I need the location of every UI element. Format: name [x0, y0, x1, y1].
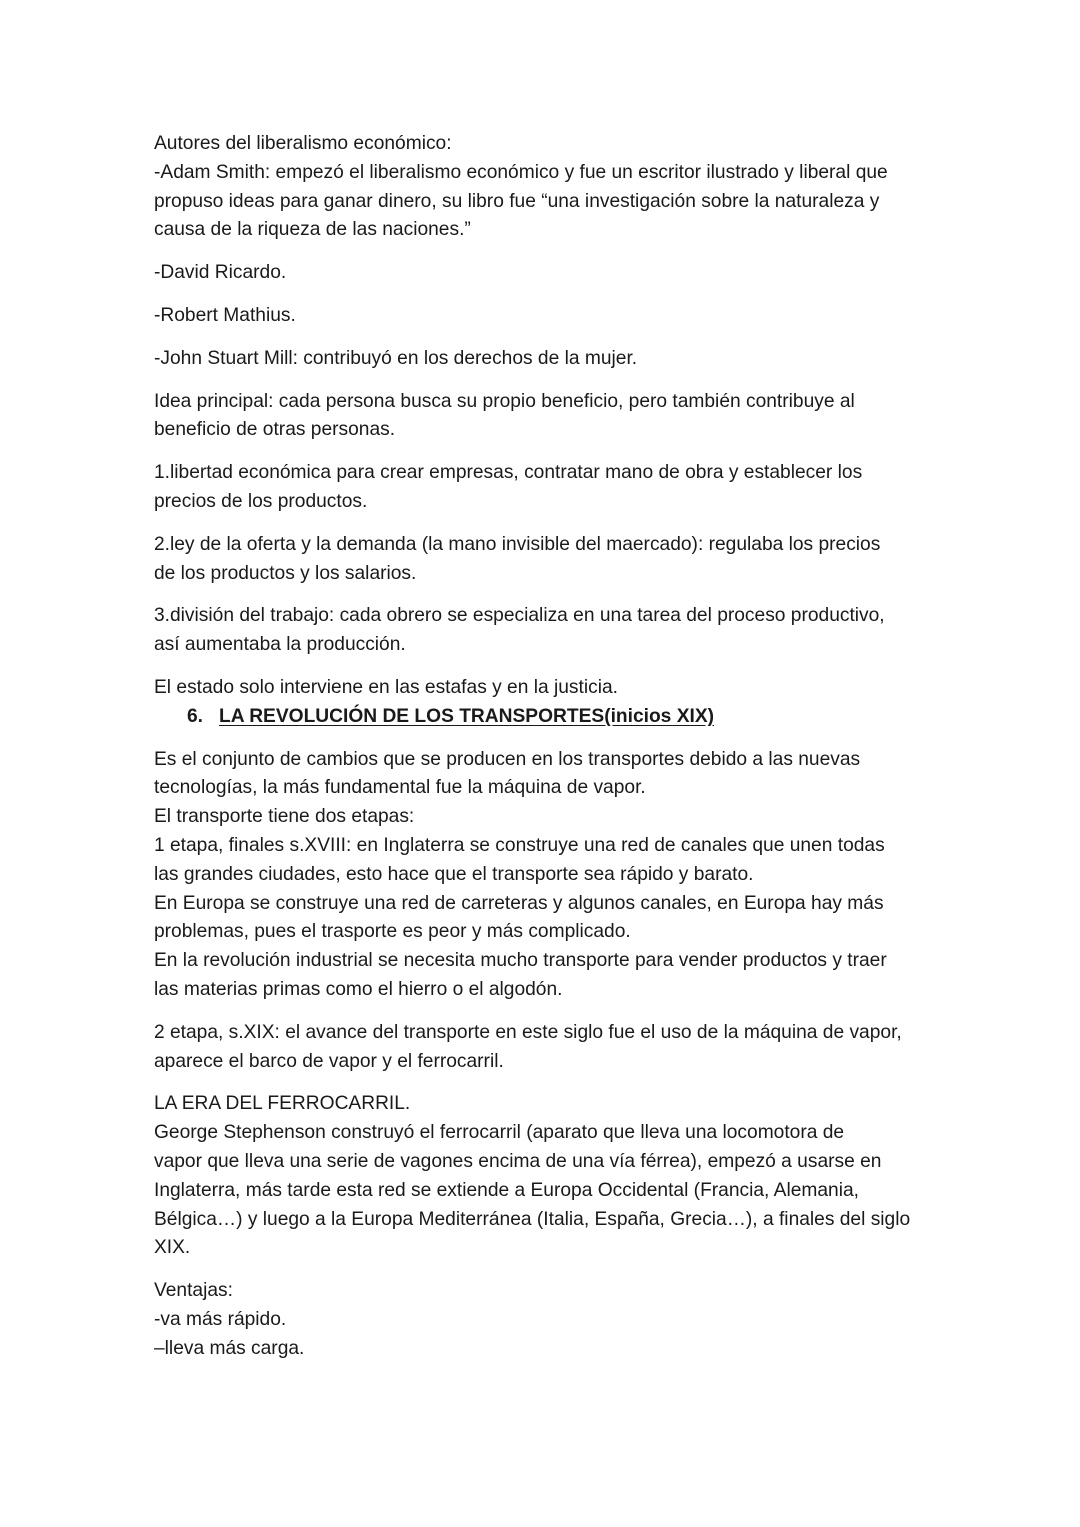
railway-line-2: vapor que lleva una serie de vagones encima de una vía férrea), empezó a usarse en: [154, 1150, 882, 1172]
point-2-line-1: 2.ley de la oferta y la demanda (la mano invisible del maercado): regulaba los precios: [154, 533, 881, 555]
point-3-line-1: 3.división del trabajo: cada obrero se especializa en una tarea del proceso productivo,: [154, 605, 885, 627]
transport-intro-line-2: tecnologías, la más fundamental fue la máquina de vapor.: [154, 777, 646, 799]
david-ricardo-paragraph: [154, 259, 944, 288]
advantage-2: –lleva más carga.: [154, 1337, 305, 1359]
railway-line-5: XIX.: [154, 1237, 191, 1259]
railway-title: LA ERA DEL FERROCARRIL.: [154, 1093, 411, 1115]
railway-paragraph: [154, 1090, 944, 1263]
section-6-number: 6.: [187, 705, 204, 727]
state-role-paragraph: [154, 674, 944, 703]
point-2-paragraph: [154, 531, 944, 589]
point-1-line-2: precios de los productos.: [154, 490, 368, 512]
transport-intro-line-4: 1 etapa, finales s.XVIII: en Inglaterra se construye una red de canales que unen todas: [154, 834, 885, 856]
railway-line-1: George Stephenson construyó el ferrocarril (aparato que lleva una locomotora de: [154, 1122, 845, 1144]
section-6-heading: [187, 703, 944, 732]
advantage-1: -va más rápido.: [154, 1308, 287, 1330]
stage-2-line-2: aparece el barco de vapor y el ferrocarril.: [154, 1050, 504, 1072]
transport-intro-line-8: En la revolución industrial se necesita mucho transporte para vender productos y traer: [154, 950, 887, 972]
state-role: El estado solo interviene en las estafas y en la justicia.: [154, 676, 618, 698]
main-idea-line-2: beneficio de otras personas.: [154, 419, 396, 441]
railway-line-4: Bélgica…) y luego a la Europa Mediterránea (Italia, España, Grecia…), a finales del siglo: [154, 1208, 911, 1230]
advantages-title: Ventajas:: [154, 1280, 233, 1302]
main-idea-line-1: Idea principal: cada persona busca su propio beneficio, pero también contribuye al: [154, 390, 855, 412]
point-2-line-2: de los productos y los salarios.: [154, 562, 417, 584]
point-3-line-2: así aumentaba la producción.: [154, 634, 406, 656]
section-6-title: LA REVOLUCIÓN DE LOS TRANSPORTES(inicios XIX): [219, 705, 715, 727]
adam-smith-line-1: -Adam Smith: empezó el liberalismo económico y fue un escritor ilustrado y liberal que: [154, 161, 888, 183]
main-idea-paragraph: [154, 388, 944, 446]
transport-intro-line-5: las grandes ciudades, esto hace que el transporte sea rápido y barato.: [154, 863, 754, 885]
transport-intro-line-1: Es el conjunto de cambios que se producen en los transportes debido a las nuevas: [154, 748, 861, 770]
point-1-paragraph: [154, 459, 944, 517]
authors-title: Autores del liberalismo económico:: [154, 133, 452, 154]
david-ricardo: -David Ricardo.: [154, 262, 287, 284]
stage-2-paragraph: [154, 1019, 944, 1077]
john-stuart-mill-paragraph: [154, 345, 944, 374]
john-stuart-mill: -John Stuart Mill: contribuyó en los derechos de la mujer.: [154, 347, 638, 369]
adam-smith-line-3: causa de la riqueza de las naciones.”: [154, 219, 471, 241]
authors-paragraph: [154, 130, 944, 245]
point-3-paragraph: [154, 602, 944, 660]
document-body: [154, 130, 944, 1377]
robert-mathius: -Robert Mathius.: [154, 304, 296, 326]
transport-intro-line-7: problemas, pues el trasporte es peor y más complicado.: [154, 921, 631, 943]
advantages-paragraph: [154, 1277, 944, 1363]
railway-line-3: Inglaterra, más tarde esta red se extiende a Europa Occidental (Francia, Alemania,: [154, 1179, 859, 1201]
stage-2-line-1: 2 etapa, s.XIX: el avance del transporte en este siglo fue el uso de la máquina de vapor,: [154, 1021, 902, 1043]
transport-intro-line-3: El transporte tiene dos etapas:: [154, 806, 415, 828]
point-1-line-1: 1.libertad económica para crear empresas, contratar mano de obra y establecer los: [154, 462, 863, 484]
transport-intro-line-6: En Europa se construye una red de carreteras y algunos canales, en Europa hay más: [154, 892, 884, 914]
transport-intro-paragraph: [154, 746, 944, 1005]
transport-intro-line-9: las materias primas como el hierro o el algodón.: [154, 978, 563, 1000]
robert-mathius-paragraph: [154, 302, 944, 331]
adam-smith-line-2: propuso ideas para ganar dinero, su libro fue “una investigación sobre la naturaleza y: [154, 190, 880, 212]
